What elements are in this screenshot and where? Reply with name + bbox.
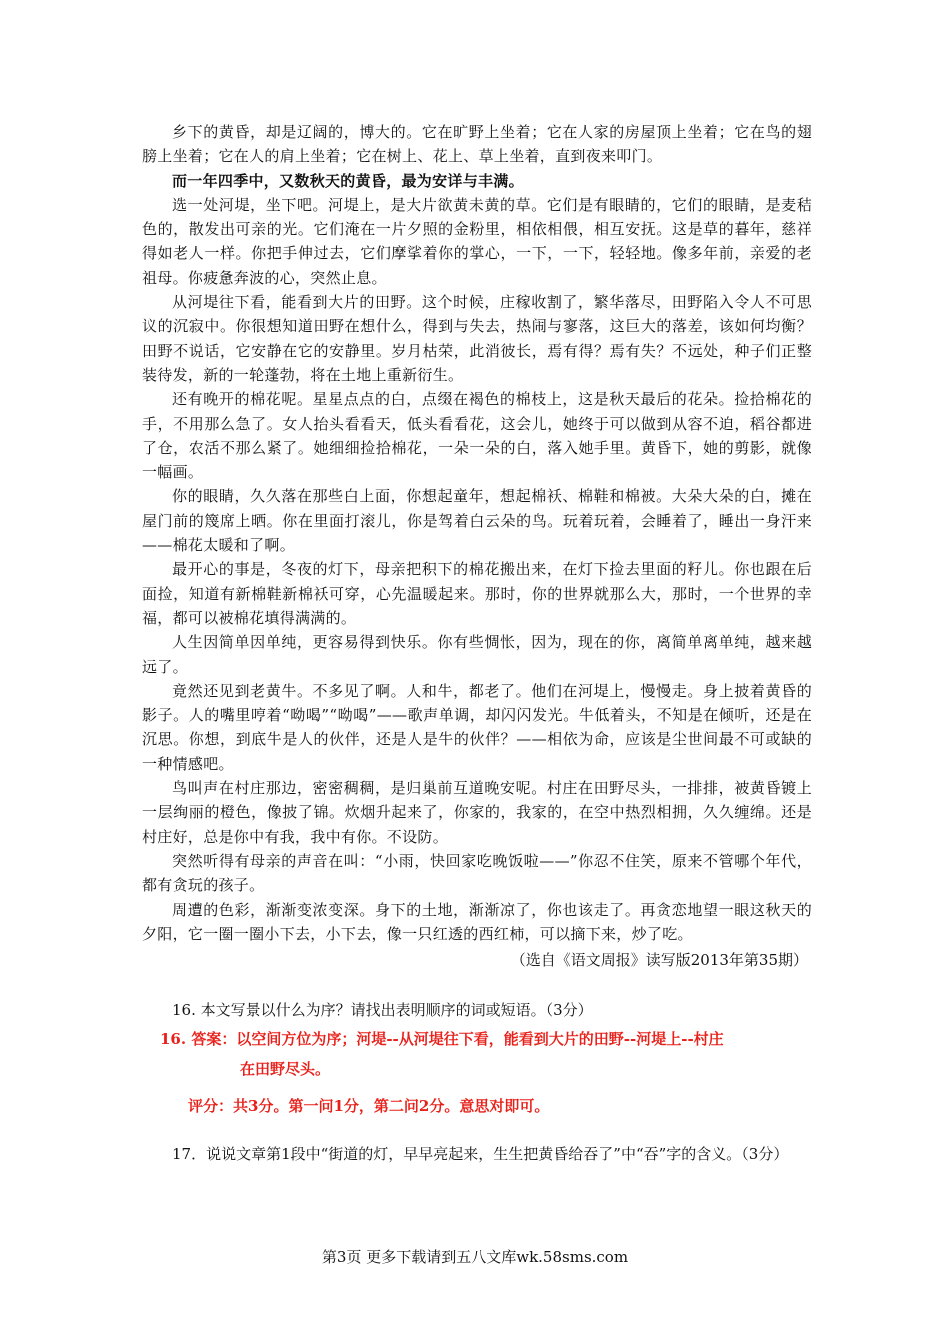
article-paragraph: 最开心的事是，冬夜的灯下，母亲把积下的棉花搬出来，在灯下捡去里面的籽儿。你也跟在后面捡，知道有新棉鞋新棉袄可穿，心先温暖起来。那时，你的世界就那么大，那时，一个世界的幸福，都可以被棉花填得满满的。 [142,560,812,627]
question-17: 17．说说文章第1段中“街道的灯，早早亮起来，生生把黄昏给吞了”中“吞”字的含义。（3分） [172,1145,789,1163]
article-paragraph: 人生因简单因单纯，更容易得到快乐。你有些惆怅，因为，现在的你，离简单离单纯，越来越远了。 [142,633,812,676]
article-paragraph: 竟然还见到老黄牛。不多见了啊。人和牛，都老了。他们在河堤上，慢慢走。身上披着黄昏的影子。人的嘴里哼着“呦喝”“呦喝”——歌声单调，却闪闪发光。牛低着头，不知是在倾听，还是在沉思。你想，到底牛是人的伙伴，还是人是牛的伙伴？——相依为命，应该是尘世间最不可或缺的一种情感吧。 [142,681,812,773]
question-16: 16. 本文写景以什么为序？请找出表明顺序的词或短语。（3分） [172,1001,593,1019]
page-footer: 第3页 更多下载请到五八文库wk.58sms.com [321,1248,629,1266]
article-paragraph: 周遭的色彩，渐渐变浓变深。身下的土地，渐渐凉了，你也该走了。再贪恋地望一眼这秋天的夕阳，它一圈一圈小下去，小下去，像一只红透的西红柿，可以摘下来，炒了吃。 [142,900,812,943]
answer-16-line1: 16. 答案：以空间方位为序；河堤--从河堤往下看，能看到大片的田野--河堤上--村庄 [160,1030,724,1048]
article-paragraph: 乡下的黄昏，却是辽阔的，博大的。它在旷野上坐着；它在人家的房屋顶上坐着；它在鸟的翅膀上坐着；它在人的肩上坐着；它在树上、花上、草上坐着，直到夜来叩门。 [142,123,812,166]
answer-16 [160,1024,810,1084]
article-paragraph: 而一年四季中，又数秋天的黄昏，最为安详与丰满。 [172,171,524,190]
article-body [142,120,812,972]
article-paragraph: 选一处河堤，坐下吧。河堤上，是大片欲黄未黄的草。它们是有眼睛的，它们的眼睛，是麦秸色的，散发出可亲的光。它们淹在一片夕照的金粉里，相依相偎，相互安抚。这是草的暮年，慈祥得如老人一样。你把手伸过去，它们摩挲着你的掌心，一下，一下，轻轻地。像多年前，亲爱的老祖母。你疲惫奔波的心，突然止息。 [142,195,812,287]
article-source: （选自《语文周报》读写版2013年第35期） [510,951,808,970]
article-paragraph: 还有晚开的棉花呢。星星点点的白，点缀在褐色的棉枝上，这是秋天最后的花朵。捡拾棉花的手，不用那么急了。女人抬头看看天，低头看看花，这会儿，她终于可以做到从容不迫，稻谷都进了仓，农活不那么紧了。她细细捡拾棉花，一朵一朵的白，落入她手里。黄昏下，她的剪影，就像一幅画。 [142,390,812,482]
article-paragraph: 突然听得有母亲的声音在叫：“小雨，快回家吃晚饭啦——”你忍不住笑，原来不管哪个年代，都有贪玩的孩子。 [142,851,812,895]
scoring-16: 评分：共3分。第一问1分，第二问2分。意思对即可。 [188,1097,550,1115]
article-paragraph: 你的眼睛，久久落在那些白上面，你想起童年，想起棉袄、棉鞋和棉被。大朵大朵的白，摊在屋门前的篾席上晒。你在里面打滚儿，你是驾着白云朵的鸟。玩着玩着，会睡着了，睡出一身汗来——棉花太暖和了啊。 [142,487,812,555]
article-paragraph: 从河堤往下看，能看到大片的田野。这个时候，庄稼收割了，繁华落尽，田野陷入令人不可思议的沉寂中。你很想知道田野在想什么，得到与失去，热闹与寥落，这巨大的落差，该如何均衡？田野不说话，它安静在它的安静里。岁月枯荣，此消彼长，焉有得？焉有失？不远处，种子们正整装待发，新的一轮蓬勃，将在土地上重新衍生。 [142,293,812,384]
article-paragraph: 鸟叫声在村庄那边，密密稠稠，是归巢前互道晚安呢。村庄在田野尽头，一排排，被黄昏镀上一层绚丽的橙色，像披了锦。炊烟升起来了，你家的，我家的，在空中热烈相拥，久久缠绵。还是村庄好，总是你中有我，我中有你。不设防。 [142,779,812,846]
answer-16-line2: 在田野尽头。 [240,1060,331,1078]
